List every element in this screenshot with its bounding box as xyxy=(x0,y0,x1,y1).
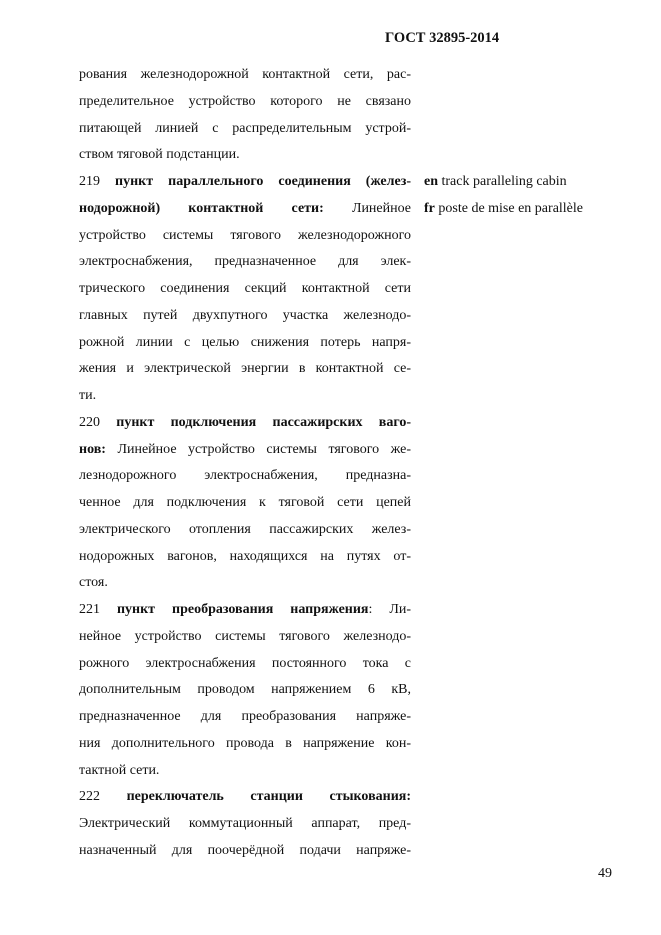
text-line: Электрический коммутационный аппарат, пред- xyxy=(79,816,411,831)
text-line: рования железнодорожной контактной сети, рас- xyxy=(79,67,411,82)
text-line: назначенный для поочерёдной подачи напряже- xyxy=(79,842,411,858)
text-line: ченное для подключения к тяговой сети цепей xyxy=(79,495,411,510)
term-219-line-1 xyxy=(79,169,411,196)
text-line: ти. xyxy=(79,388,97,403)
term-definition: Линейное xyxy=(323,200,412,216)
text-line: лезнодорожного электроснабжения, предназна- xyxy=(79,468,411,484)
lang-code: fr xyxy=(424,200,435,216)
term-219-line-2 xyxy=(79,196,411,223)
text-line: ния дополнительного провода в напряжение кон- xyxy=(79,735,411,751)
term-title: пункт подключения пассажирских ваго- xyxy=(116,414,411,430)
term-222-line-1 xyxy=(79,784,411,811)
translation-fr xyxy=(424,196,583,223)
text-line: жения и электрической энергии в контактной се- xyxy=(79,361,411,377)
term-title: пункт параллельного соединения (желез- xyxy=(115,174,411,189)
term-title: нов: xyxy=(79,441,106,457)
term-number: 219 xyxy=(79,174,100,189)
text-line: ством тяговой подстанции. xyxy=(79,147,240,163)
text-line: главных путей двухпутного участка железнодо- xyxy=(79,307,411,323)
term-221-line-1 xyxy=(79,597,411,624)
term-number: 222 xyxy=(79,789,100,805)
text-line: электроснабжения, предназначенное для элек- xyxy=(79,254,411,270)
text-line: предназначенное для преобразования напряже- xyxy=(79,709,411,724)
main-column xyxy=(79,62,411,865)
term-definition: Линейное устройство системы тягового же- xyxy=(105,441,411,457)
text-line: нейное устройство системы тягового железнодо- xyxy=(79,628,411,644)
term-title: нодорожной) контактной сети: xyxy=(79,200,324,216)
translation-text: poste de mise en parallèle xyxy=(438,200,583,216)
term-title: переключатель станции стыкования: xyxy=(126,789,411,805)
text-line: пределительное устройство которого не связано xyxy=(79,93,411,109)
term-220-line-1 xyxy=(79,410,411,437)
document-header: ГОСТ 32895-2014 xyxy=(385,30,500,46)
text-line: питающей линией с распределительным устрой- xyxy=(79,120,411,136)
term-number: 220 xyxy=(79,414,100,430)
text-line: устройство системы тягового железнодорожного xyxy=(79,227,411,243)
term-220-line-2 xyxy=(79,437,411,464)
text-line: трического соединения секций контактной сети xyxy=(79,281,411,296)
text-line: электрического отопления пассажирских желез- xyxy=(79,521,411,537)
text-line: стоя. xyxy=(79,575,108,591)
text-line: рожного электроснабжения постоянного тока с xyxy=(79,655,411,671)
translation-text: track paralleling cabin xyxy=(441,174,567,189)
lang-code: en xyxy=(424,174,438,189)
text-line: рожной линии с целью снижения потерь напря- xyxy=(79,334,411,350)
page-number: 49 xyxy=(598,866,612,881)
term-title: пункт преобразования напряжения xyxy=(116,602,369,617)
text-line: нодорожных вагонов, находящихся на путях от- xyxy=(79,548,411,564)
text-line: тактной сети. xyxy=(79,762,160,778)
term-number: 221 xyxy=(79,602,100,617)
text-line: дополнительным проводом напряжением 6 кВ, xyxy=(79,682,411,698)
translation-en xyxy=(424,169,567,196)
term-definition: : Ли- xyxy=(368,602,412,617)
